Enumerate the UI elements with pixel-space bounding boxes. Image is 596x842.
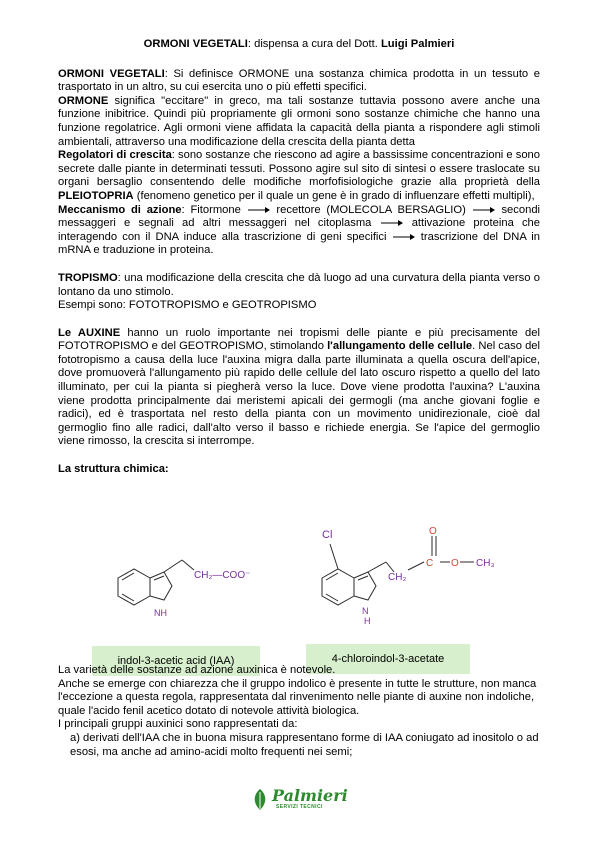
regolatori-text: : sono sostanze che riescono ad agire a bassissime concentrazioni e sono secrete dalle piante in determinati tessuti. Possono agire sul sito di sintesi o essere traslocate su organi bersaglio consentendo delle modifiche morfofisiologiche grazie alla proprietà della — [58, 149, 541, 189]
nitrogen-label: N — [362, 606, 369, 616]
logo-name: Palmieri — [272, 786, 348, 805]
leaf-icon — [250, 788, 270, 812]
oxygen-top-label: O — [429, 526, 437, 537]
ormone-text: significa "eccitare" in greco, ma tali sostanze tuttavia possono avere anche una funzione inibitrice. Quindi più propriamente gli ormoni sono sostanze chimiche che hanno una funzione regolatrice. Agli ormoni viene affidata la capacità della pianta a rispondere agli stimoli ambientali, attraverso una modificazione della crescita della pianta detta — [58, 94, 540, 148]
oxygen-mid-label: O — [451, 558, 459, 569]
lower-line-2: Anche se emerge con chiarezza che il gruppo indolico è presente in tutte le strutture, non manca l'eccezione a questa regola, rappresentata dal rinvenimento nelle piante di auxine non indoliche, quale l'acido fenil acetico dotato di notevole attività biologica. — [58, 677, 537, 717]
carbon-label: C — [426, 558, 434, 569]
meccanismo-part1: : Fitormone — [181, 203, 247, 216]
chloroindole-caption: 4-chloroindol-3-acetate — [306, 644, 470, 674]
palmieri-logo — [250, 786, 350, 816]
logo-subtitle: SERVIZI TECNICI — [276, 804, 323, 810]
tropismo-label: TROPISMO — [58, 271, 118, 284]
paragraph-meccanismo — [58, 204, 540, 258]
meccanismo-part5: trascrizione del DNA in mRNA e traduzione in proteina. — [58, 230, 540, 257]
auxine-label: Le AUXINE — [58, 326, 121, 339]
paragraph-auxine — [58, 327, 540, 449]
arrow-icon — [247, 206, 271, 214]
ch2-label: CH₂ — [388, 572, 407, 583]
paragraph-ormone — [58, 95, 540, 149]
auxine-text2: . Nel caso del fototropismo a causa della luce l'auxina migra dalla parte illuminata a quella oscura dell'apice, dove promuoverà l'allungamento più rapido delle cellule del lato oscuro rispetto a quello del lato illuminato, per cui la pianta si piegherà verso la luce. Dove viene prodotta l'auxina? L'auxina viene prodotta principalmente dai meristemi apicali dei germogli (ma anche giovani foglie e radici), ed è trasportata nel resto della pianta con un movimento unidirezionale, cioè dal germoglio fino alle radici, dall'alto verso il basso e richiede energia. Se l'apice del germoglio viene rimosso, la crescita si interrompe. — [58, 340, 540, 448]
ch3-label: CH₃ — [476, 558, 495, 569]
chloroindole-structure — [302, 522, 532, 642]
regolatori-label: Regolatori di crescita — [58, 149, 172, 162]
meccanismo-part3: secondi messaggeri e segnali ad altri messaggeri nel citoplasma — [58, 203, 541, 230]
meccanismo-part4: attivazione proteina che interagendo con il DNA induce alla trascrizione di geni specifici — [58, 217, 540, 243]
arrow-icon — [392, 233, 416, 241]
title-rest: : dispensa a cura del Dott. — [247, 38, 381, 50]
hydrogen-label: H — [364, 616, 371, 626]
regolatori-text2: (fenomeno genetico per il quale un gene è in grado di influenzare effetti multipli), — [133, 189, 535, 202]
lower-line-1: La varietà delle sostanze ad azione auxinica è notevole. — [58, 664, 336, 676]
paragraph-ormoni — [58, 68, 540, 95]
ormone-label: ORMONE — [58, 94, 109, 107]
arrow-icon — [472, 206, 496, 214]
ormoni-text: : Si definisce ORMONE una sostanza chimica prodotta in un tessuto e trasportato in un altro, su cui esercita uno o più effetti specifici. — [58, 67, 540, 94]
paragraph-esempi: Esempi sono: FOTOTROPISMO e GEOTROPISMO — [58, 299, 317, 312]
meccanismo-label: Meccanismo di azione — [58, 203, 182, 216]
document-page — [58, 38, 541, 758]
arrow-icon — [380, 219, 404, 227]
iaa-nh: NH — [154, 608, 167, 618]
paragraph-regolatori — [58, 149, 540, 203]
chlorine-label: Cl — [322, 529, 333, 541]
auxine-text1: hanno un ruolo importante nei tropismi delle piante e più precisamente del FOTOTROPISMO e del GEOTROPISMO, stimolando — [58, 326, 540, 353]
iaa-caption: indol-3-acetic acid (IAA) — [92, 646, 260, 676]
auxine-bold: l'allungamento delle cellule — [327, 340, 473, 353]
ormoni-label: ORMONI VEGETALI — [58, 67, 165, 80]
title-bold: ORMONI VEGETALI — [143, 38, 248, 50]
meccanismo-part2: recettore (MOLECOLA BERSAGLIO) — [270, 203, 472, 216]
lower-text — [58, 664, 540, 759]
title-author: Luigi Palmieri — [380, 38, 455, 50]
tropismo-text: : una modificazione della crescita che dà luogo ad una curvatura della pianta verso o lontano da uno stimolo. — [58, 271, 540, 298]
iaa-structure — [98, 536, 328, 646]
paragraph-tropismo — [58, 272, 540, 299]
lower-line-4: a) derivati dell'IAA che in buona misura rappresentano forme di IAA coniugato ad inositolo o ad esosi, ma anche ad amino-acidi molto frequenti nei semi; — [70, 731, 539, 758]
chemical-structures — [58, 516, 540, 686]
pleiotopria-term: PLEIOTOPRIA — [58, 189, 134, 202]
iaa-side-chain: CH₂—COO⁻ — [194, 570, 251, 581]
struttura-heading — [58, 463, 540, 477]
struttura-label: La struttura chimica: — [58, 463, 169, 476]
page-title — [58, 38, 540, 52]
lower-line-3: I principali gruppi auxinici sono rappresentati da: — [58, 718, 298, 731]
